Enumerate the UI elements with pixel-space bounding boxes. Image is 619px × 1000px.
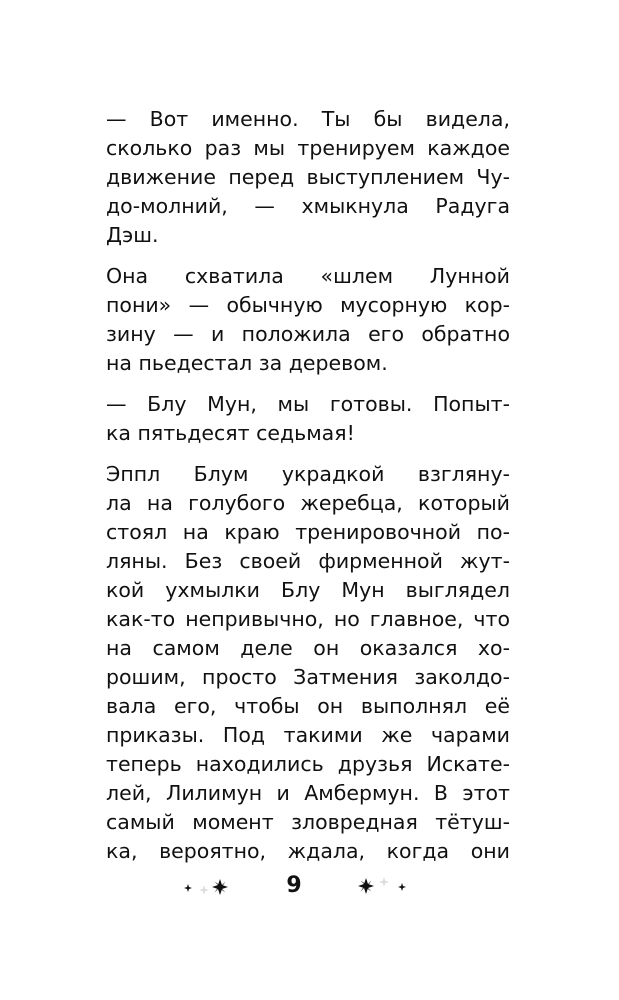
text-line: — Блу Мун, мы готовы. Попыт- <box>106 392 510 416</box>
text-line: вала его, чтобы он выполнял её <box>106 694 510 718</box>
text-line: пони» — обычную мусорную кор- <box>106 293 510 317</box>
text-line: Эппл Блум украдкой взгляну- <box>106 462 510 486</box>
page-number: 9 <box>286 873 302 898</box>
text-line: рошим, просто Затмения заколдо- <box>106 665 510 689</box>
paragraph-1 <box>78 105 510 250</box>
text-line: стоял на краю тренировочной по- <box>106 520 510 544</box>
page-footer <box>0 870 619 910</box>
text-line: зину — и положила его обратно <box>106 322 510 346</box>
text-line: на самом деле он оказался хо- <box>106 636 510 660</box>
text-line: теперь находились друзья Искате- <box>106 752 510 776</box>
text-line: до-молний, — хмыкнула Радуга <box>106 194 510 218</box>
paragraph-4 <box>78 460 510 866</box>
text-line: сколько раз мы тренируем каждое <box>106 136 510 160</box>
page-text <box>78 105 510 878</box>
text-line: Дэш. <box>106 223 159 247</box>
star-ornament-right-icon <box>356 874 410 898</box>
text-line: как-то непривычно, но главное, что <box>106 607 510 631</box>
text-line: ляны. Без своей фирменной жут- <box>106 549 510 573</box>
text-line: приказы. Под такими же чарами <box>106 723 510 747</box>
text-line: кой ухмылки Блу Мун выглядел <box>106 578 510 602</box>
text-line: ка, вероятно, ждала, когда они <box>106 839 510 863</box>
text-line: — Вот именно. Ты бы видела, <box>106 107 510 131</box>
text-line: на пьедестал за деревом. <box>106 351 388 375</box>
text-line: лей, Лилимун и Амбермун. В этот <box>106 781 510 805</box>
text-line: самый момент зловредная тётуш- <box>106 810 510 834</box>
text-line: Она схватила «шлем Лунной <box>106 264 510 288</box>
paragraph-2 <box>78 262 510 378</box>
text-line: ка пятьдесят седьмая! <box>106 421 355 445</box>
paragraph-3 <box>78 390 510 448</box>
text-line: движение перед выступлением Чу- <box>106 165 510 189</box>
star-ornament-left-icon <box>182 878 232 898</box>
text-line: ла на голубого жеребца, который <box>106 491 510 515</box>
